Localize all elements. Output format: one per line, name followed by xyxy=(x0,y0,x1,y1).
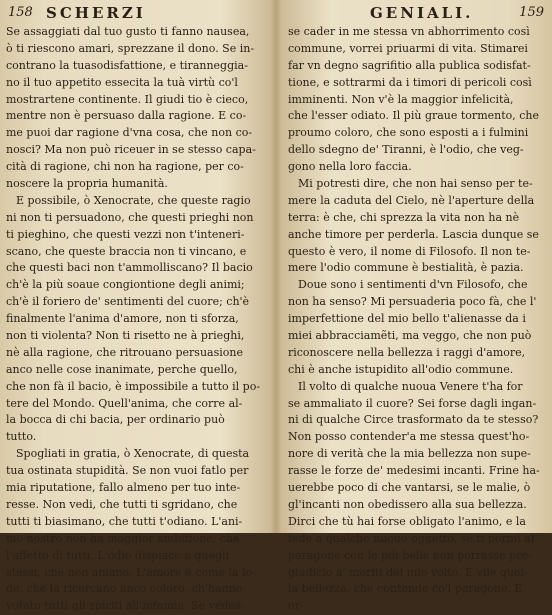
text-line: contrano la tuasodisfattione, e tiranneggia- xyxy=(6,58,248,72)
right-page xyxy=(276,0,552,613)
text-line: commune, vorrei priuarmi di vita. Stimarei xyxy=(288,41,528,55)
text-line: ch'è la più soaue congiontione degli animi; xyxy=(6,278,245,292)
text-line: finalmente l'anima d'amore, non ti sforza, xyxy=(6,312,239,326)
text-line: Spogliati in gratia, ò Xenocrate, di questa xyxy=(16,447,250,461)
text-line: anche timore per perderla. Lascia dunque se xyxy=(288,227,539,241)
text-line: riconoscere nella bellezza i raggi d'amore, xyxy=(288,345,526,359)
text-line: Doue sono i sentimenti d'vn Filosofo, che xyxy=(298,278,528,292)
text-line: imminenti. Non v'è la maggior infelicità, xyxy=(288,92,514,106)
text-line: stessi, che non amano. L'amore è come la lo- xyxy=(6,565,256,579)
text-line: la bellezza, che contende co'l paragone. E xyxy=(288,582,523,596)
right-page-header xyxy=(286,4,544,24)
text-line: ò ti riescono amari, sprezzane il dono. Se in- xyxy=(6,41,255,55)
text-line: fede a qualche nuouo oggetto, se ti pormi al xyxy=(288,531,535,545)
text-line: or- xyxy=(288,599,304,613)
text-line: noscere la propria humanità. xyxy=(6,177,168,191)
text-line: che non fà il bacio, è impossibile a tutto il po- xyxy=(6,379,261,393)
text-line: mia riputatione, fallo almeno per tuo inte- xyxy=(6,481,241,495)
text-line: no il tuo appetito essecita la tuà virtù co'l xyxy=(6,75,238,89)
text-line: questo è vero, il nome di Filosofo. Il non te- xyxy=(288,244,531,258)
text-line: che questi baci non t'ammolliscano? Il bacio xyxy=(6,261,253,275)
text-line: non ti violenta? Non ti risetto ne à prieghi, xyxy=(6,329,245,343)
text-line: tutti ti biasimano, che tutti t'odiano. L'ani- xyxy=(6,514,243,528)
text-line: miei abbracciamẽti, ma veggo, che non può xyxy=(288,329,532,343)
text-line: de, che la ricercano anco coloro, ch'hanno xyxy=(6,582,243,596)
text-line: resse. Non vedi, che tutti ti sgridano, che xyxy=(6,497,238,511)
left-page xyxy=(0,0,276,613)
text-line: imperfettione del mio bello t'alienasse da i xyxy=(288,312,526,326)
text-line: uerebbe poco di che vantarsi, se le malie, ò xyxy=(288,481,531,495)
left-page-text xyxy=(6,24,260,615)
text-line: l'affetto di tutti. L'odio dispiace a quegli xyxy=(6,548,230,562)
text-line: ti pieghino, che questi vezzi non t'inteneri- xyxy=(6,227,245,241)
right-page-number: 159 xyxy=(519,5,544,20)
text-line: Il volto di qualche nuoua Venere t'ha for xyxy=(298,379,523,393)
text-line: paragone con le più belle non porrasse pre- xyxy=(288,548,532,562)
text-line: ch'è il foriero de' sentimenti del cuore; ch'è xyxy=(6,295,250,309)
left-running-head: SCHERZI xyxy=(46,4,146,22)
text-line: Se assaggiati dal tuo gusto ti fanno nausea, xyxy=(6,25,250,38)
text-line: gono nella loro faccia. xyxy=(288,160,412,174)
left-page-header xyxy=(8,4,270,24)
text-line: tutto. xyxy=(6,430,37,444)
text-line: mere l'odio commune è bestialità, è pazia. xyxy=(288,261,524,275)
text-line: la bocca di chi bacia, per ordinario può xyxy=(6,413,225,427)
text-line: Dirci che tù hai forse obligato l'animo, e la xyxy=(288,514,526,528)
text-line: se cader in me stessa vn abhorrimento così xyxy=(288,25,530,38)
text-line: tua ostinata stupidità. Se non vuoi fatlo per xyxy=(6,464,249,478)
text-line: nosci? Ma non può riceuer in se stesso capa- xyxy=(6,143,256,157)
left-page-number: 158 xyxy=(8,5,33,20)
text-line: nore di verità che la mia bellezza non supe- xyxy=(288,447,531,461)
text-line: gl'incanti non obedissero alla sua bellezza. xyxy=(288,497,527,511)
text-line: giudicio a' meriti del mio volto. E vile quel- xyxy=(288,565,528,579)
text-line: non ha senso? Mi persuaderia poco fà, che l' xyxy=(288,295,537,309)
text-line: se ammaliato il cuore? Sei forse dagli ingan- xyxy=(288,396,537,410)
text-line: E possibile, ò Xenocrate, che queste ragio xyxy=(16,193,251,207)
text-line: mere la caduta del Cielo, nè l'aperture della xyxy=(288,193,535,207)
text-line: Mi potresti dire, che non hai senso per te- xyxy=(298,177,533,191)
text-line: mentre non è persuaso dalla ragione. E co- xyxy=(6,109,247,123)
text-line: nè alla ragione, che ritrouano persuasione xyxy=(6,345,243,359)
text-line: mo nostro non ha maggior ambitione, che xyxy=(6,531,240,545)
text-line: ni di qualche Circe trasformato da te stesso? xyxy=(288,413,539,427)
right-running-head: GENIALI. xyxy=(370,4,474,22)
text-line: far vn degno sagrifitio alla publica sodisfat- xyxy=(288,58,531,72)
text-line: mostrartene continente. Il giudi tio è cieco, xyxy=(6,92,249,106)
text-line: ni non ti persuadono, che questi prieghi non xyxy=(6,210,254,224)
text-line: dello sdegno de' Tiranni, è l'odio, che veg- xyxy=(288,143,524,157)
text-line: terra: è che, chi sprezza la vita non ha nè xyxy=(288,210,520,224)
text-line: che l'esser odiato. Il più graue tormento, che xyxy=(288,109,540,123)
text-line: rasse le forze de' medesimi incanti. Frine ha- xyxy=(288,464,540,478)
text-line: votato tutti gli spiriti all'infamia. Se vedes- xyxy=(6,599,245,613)
text-line: anco nelle cose inanimate, perche quello, xyxy=(6,362,238,376)
right-page-text xyxy=(288,24,540,615)
text-line: cità di ragione, chi non ha ragione, per co- xyxy=(6,160,244,174)
text-line: scano, che queste braccia non ti vincano, e xyxy=(6,244,247,258)
text-line: proumo coloro, che sono esposti a i fulmini xyxy=(288,126,529,140)
text-line: Non posso contender'a me stessa quest'ho- xyxy=(288,430,530,444)
text-line: chi è anche istupidito all'odio commune. xyxy=(288,362,514,376)
text-line: tere del Mondo. Quell'anima, che corre al- xyxy=(6,396,243,410)
text-line: me puoi dar ragione d'vna cosa, che non co- xyxy=(6,126,253,140)
text-line: tione, e sottrarmi da i timori di pericoli così xyxy=(288,75,532,89)
